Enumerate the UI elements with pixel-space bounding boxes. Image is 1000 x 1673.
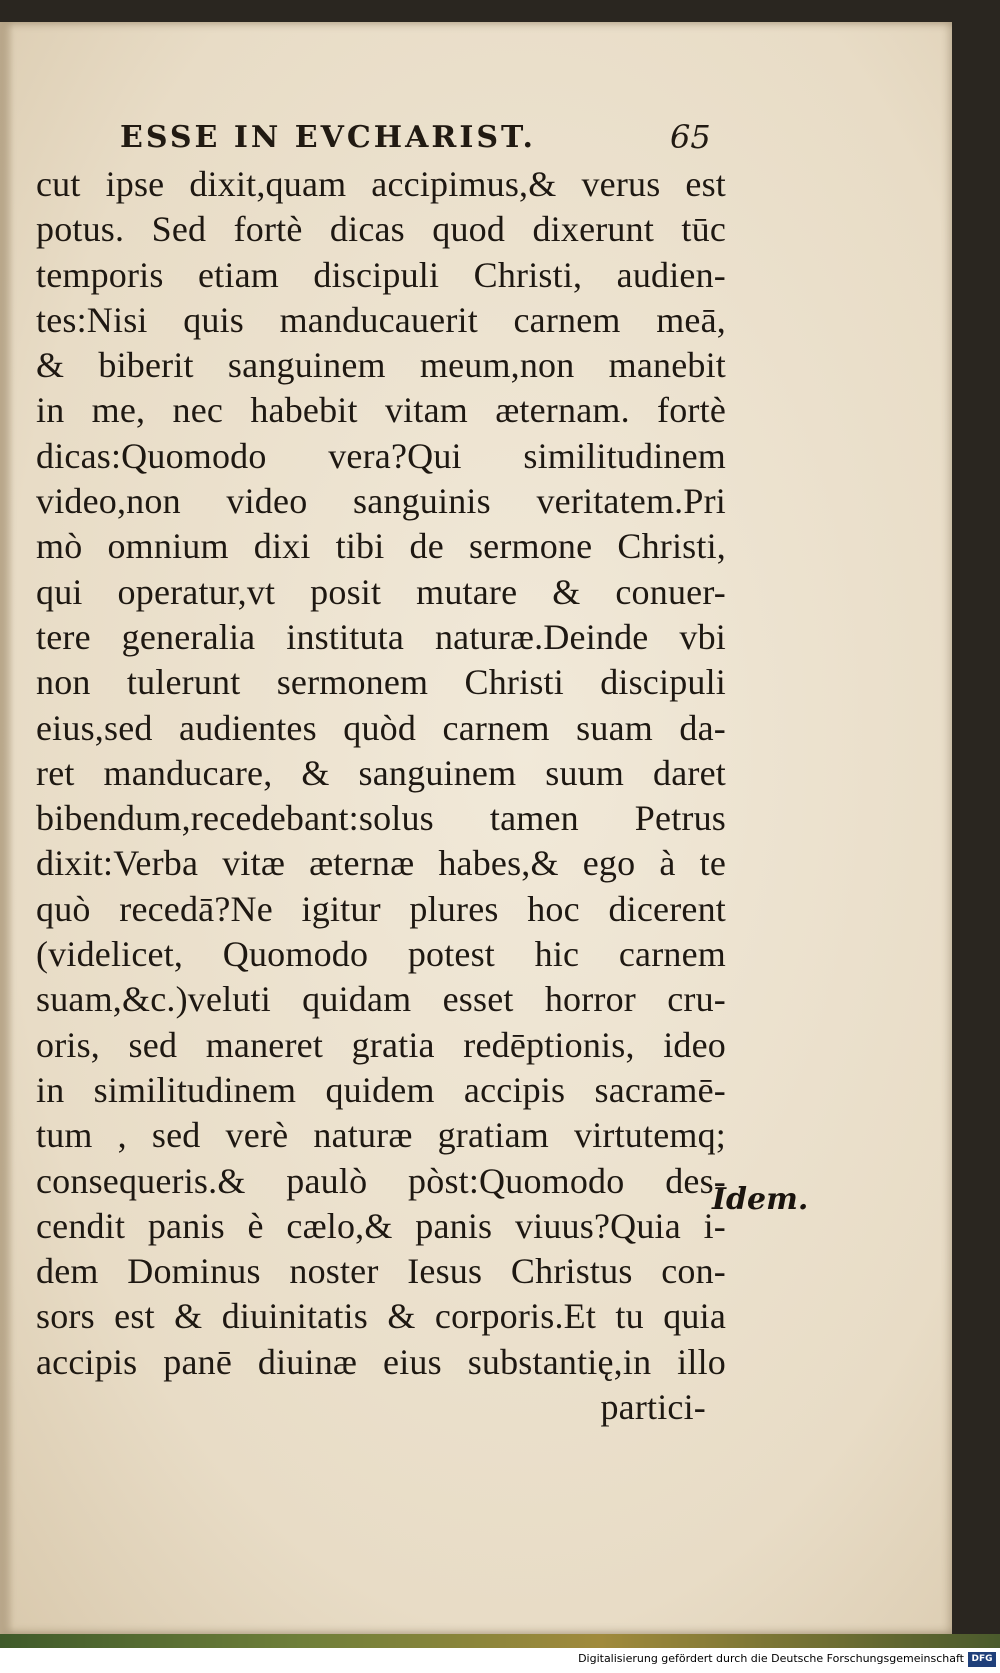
text-line: mò omnium dixi tibi de sermone Christi, [36,526,726,567]
text-line: temporis etiam discipuli Christi, audien- [36,254,726,295]
page-gutter-shadow [0,22,14,1634]
text-line: eius,sed audientes quòd carnem suam da- [36,707,726,748]
text-line: non tulerunt sermonem Christi discipuli [36,662,726,703]
text-line: bibendum,recedebant:solus tamen Petrus [36,798,726,839]
text-line: tum , sed verè naturæ gratiam virtutemq; [36,1115,726,1156]
text-line: dem Dominus noster Iesus Christus con- [36,1251,726,1292]
text-line: accipis panē diuinæ eius substantię,in illo [36,1341,726,1382]
text-line: consequeris.& paulò pòst:Quomodo des- [36,1160,726,1201]
body-text [36,162,726,1430]
text-line: in similitudinem quidem accipis sacramē- [36,1069,726,1110]
text-line: suam,&c.)veluti quidam esset horror cru- [36,979,726,1020]
text-line: video,non video sanguinis veritatem.Pri [36,481,726,522]
footer [0,1648,1000,1673]
running-head: ESSE IN EVCHARIST. [120,120,536,155]
text-line: quò recedā?Ne igitur plures hoc dicerent [36,888,726,929]
footer-credit[interactable]: Digitalisierung gefördert durch die Deutsche Forschungsgemeinschaft [578,1652,964,1665]
text-line: in me, nec habebit vitam æternam. fortè [36,390,726,431]
text-line: dicas:Quomodo vera?Qui similitudinem [36,435,726,476]
text-line: tere generalia instituta naturæ.Deinde vbi [36,616,726,657]
book-edge-band [0,1634,1000,1648]
text-line: oris, sed maneret gratia redēptionis, ideo [36,1024,726,1065]
dfg-logo[interactable]: DFG [968,1652,996,1667]
text-line: (videlicet, Quomodo potest hic carnem [36,934,726,975]
text-line: cendit panis è cælo,& panis viuus?Quia i- [36,1205,726,1246]
text-line: qui operatur,vt posit mutare & conuer- [36,571,726,612]
page-number: 65 [670,118,711,156]
text-line: sors est & diuinitatis & corporis.Et tu quia [36,1296,726,1337]
text-line: tes:Nisi quis manducauerit carnem meā, [36,299,726,340]
text-line: ret manducare, & sanguinem suum daret [36,752,726,793]
text-line: & biberit sanguinem meum,non manebit [36,345,726,386]
text-line: potus. Sed fortè dicas quod dixerunt tūc [36,209,726,250]
margin-note: Idem. [712,1182,809,1217]
catchword: partici- [600,1387,706,1428]
text-line: dixit:Verba vitæ æternæ habes,& ego à te [36,843,726,884]
text-line: cut ipse dixit,quam accipimus,& verus est [36,164,726,204]
